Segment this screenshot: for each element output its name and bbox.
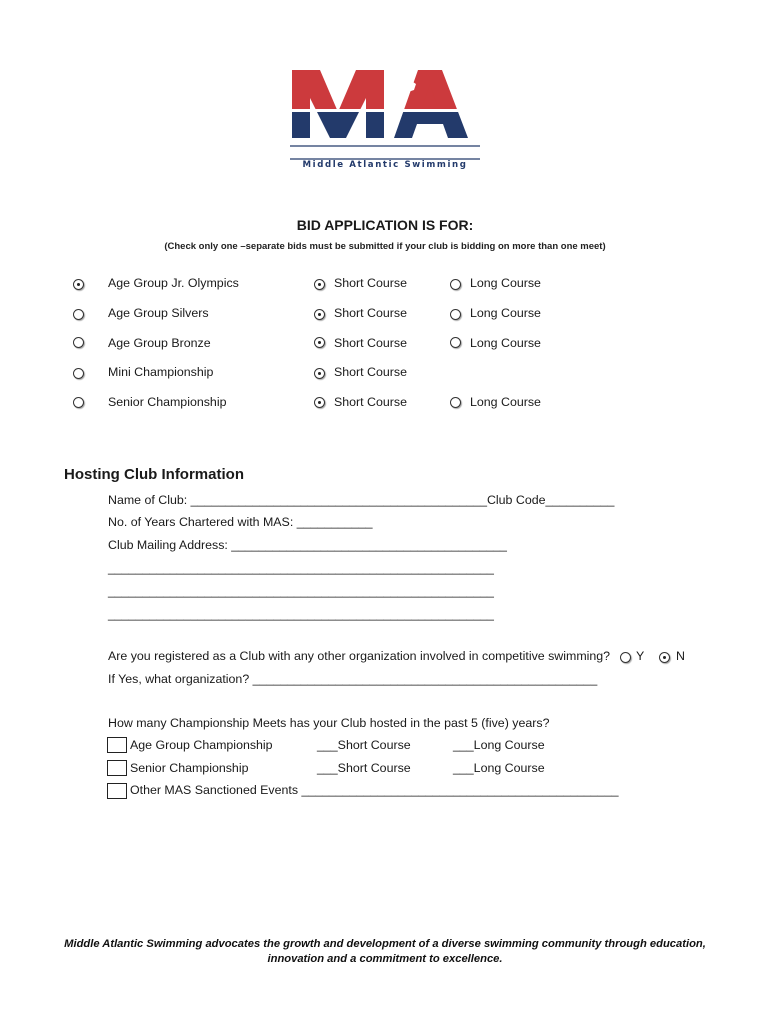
long-course-label: Long Course (470, 336, 541, 350)
other-organization-field[interactable]: If Yes, what organization? __________________________________________________ (108, 672, 598, 686)
hosted-long-course-senior[interactable]: ___Long Course (453, 761, 545, 775)
logo-caption: Middle Atlantic Swimming (302, 160, 468, 170)
hosted-label-age-group: Age Group Championship (130, 738, 273, 752)
meet-label-age-group-silvers: Age Group Silvers (108, 306, 209, 320)
meet-radio-age-group-silvers[interactable] (73, 309, 84, 320)
short-course-label: Short Course (334, 306, 408, 320)
mission-line-1: Middle Atlantic Swimming advocates the growth and development of a diverse swimming community through education, (64, 938, 706, 950)
age-group-championship-checkbox[interactable] (107, 737, 127, 753)
long-course-radio-bronze[interactable] (450, 337, 461, 348)
short-course-label: Short Course (334, 336, 408, 350)
hosted-long-course-age-group[interactable]: ___Long Course (453, 738, 545, 752)
section-title-hosting-club: Hosting Club Information (64, 466, 244, 483)
long-course-label: Long Course (470, 276, 541, 290)
page-title: BID APPLICATION IS FOR: (296, 217, 474, 233)
meet-radio-senior-championship[interactable] (73, 397, 84, 408)
mission-statement (0, 937, 770, 967)
mas-logo (290, 68, 480, 176)
long-course-radio-jo[interactable] (450, 279, 461, 290)
meet-label-age-group-jo: Age Group Jr. Olympics (108, 276, 239, 290)
long-course-label: Long Course (470, 306, 541, 320)
mailing-address-line-2[interactable]: ________________________________________________________ (108, 561, 494, 575)
meet-label-age-group-bronze: Age Group Bronze (108, 336, 211, 350)
registered-yes-label: Y (636, 649, 645, 663)
senior-championship-checkbox[interactable] (107, 760, 127, 776)
meet-radio-age-group-bronze[interactable] (73, 337, 84, 348)
hosted-short-course-senior[interactable]: ___Short Course (317, 761, 411, 775)
long-course-radio-senior[interactable] (450, 397, 461, 408)
hosted-short-course-age-group[interactable]: ___Short Course (317, 738, 411, 752)
mailing-address-field[interactable]: Club Mailing Address: ________________________________________ (108, 538, 507, 552)
meet-label-mini-championship: Mini Championship (108, 365, 214, 379)
years-chartered-field[interactable]: No. of Years Chartered with MAS: ___________ (108, 515, 373, 529)
hosted-meets-question: How many Championship Meets has your Club hosted in the past 5 (five) years? (108, 716, 550, 730)
club-name-field[interactable]: Name of Club: ___________________________________________Club Code__________ (108, 493, 615, 507)
short-course-radio-senior[interactable] (314, 397, 325, 408)
other-events-checkbox[interactable] (107, 783, 127, 799)
mailing-address-line-4[interactable]: ________________________________________________________ (108, 607, 494, 621)
registered-no-label: N (676, 649, 685, 663)
short-course-label: Short Course (334, 365, 408, 379)
registered-yes-radio[interactable] (620, 652, 631, 663)
meet-radio-age-group-jo[interactable] (73, 279, 84, 290)
mailing-address-line-3[interactable]: ________________________________________________________ (108, 584, 494, 598)
short-course-radio-silvers[interactable] (314, 309, 325, 320)
mas-logo-mark (290, 68, 480, 160)
meet-radio-mini-championship[interactable] (73, 368, 84, 379)
instruction-note: (Check only one –separate bids must be submitted if your club is bidding on more than one meet) (164, 241, 606, 252)
short-course-radio-bronze[interactable] (314, 337, 325, 348)
short-course-label: Short Course (334, 395, 408, 409)
short-course-label: Short Course (334, 276, 408, 290)
hosted-label-senior: Senior Championship (130, 761, 249, 775)
long-course-radio-silvers[interactable] (450, 309, 461, 320)
registered-question: Are you registered as a Club with any other organization involved in competitive swimming? (108, 649, 611, 663)
mission-line-2: innovation and a commitment to excellence. (267, 953, 503, 965)
meet-label-senior-championship: Senior Championship (108, 395, 227, 409)
short-course-radio-jo[interactable] (314, 279, 325, 290)
long-course-label: Long Course (470, 395, 541, 409)
short-course-radio-mini[interactable] (314, 368, 325, 379)
other-events-field[interactable]: Other MAS Sanctioned Events ______________________________________________ (130, 783, 619, 797)
registered-no-radio[interactable] (659, 652, 670, 663)
